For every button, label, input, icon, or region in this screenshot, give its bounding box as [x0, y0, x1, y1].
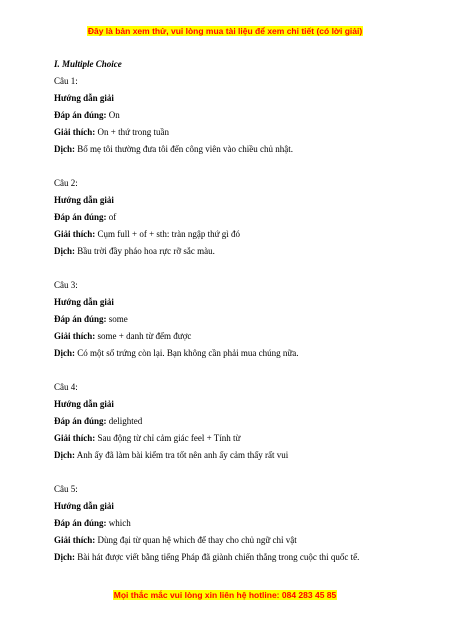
guide-heading: Hướng dẫn giải	[54, 297, 114, 307]
translation-value: Bố mẹ tôi thường đưa tôi đến công viên vào chiều chủ nhật.	[77, 144, 293, 154]
answer-value: On	[108, 110, 120, 120]
answer-label: Đáp án đúng:	[54, 416, 107, 426]
translation-value: Anh ấy đã làm bài kiểm tra tốt nên anh ấy cảm thấy rất vui	[76, 450, 289, 460]
answer-label: Đáp án đúng:	[54, 314, 107, 324]
translation-line	[54, 549, 414, 566]
answer-value: of	[108, 212, 117, 222]
translation-label: Dịch:	[54, 348, 75, 358]
explanation-label: Giải thích:	[54, 127, 96, 137]
guide-heading: Hướng dẫn giải	[54, 501, 114, 511]
explanation-value: Cụm full + of + sth: tràn ngập thứ gì đó	[97, 229, 241, 239]
answer-line	[54, 209, 414, 226]
explanation-label: Giải thích:	[54, 229, 96, 239]
explanation-line	[54, 430, 414, 447]
answer-line	[54, 413, 414, 430]
question-block	[54, 175, 414, 260]
explanation-value: On + thứ trong tuần	[97, 127, 169, 137]
translation-label: Dịch:	[54, 450, 75, 460]
document-body	[54, 56, 414, 566]
translation-value: Bài hát được viết bằng tiếng Pháp đã giành chiến thắng trong cuộc thi quốc tế.	[77, 552, 360, 562]
translation-value: Bầu trời đầy pháo hoa rực rỡ sắc màu.	[77, 246, 215, 256]
question-title: Câu 4:	[54, 382, 78, 392]
question-block	[54, 73, 414, 158]
guide-heading: Hướng dẫn giải	[54, 195, 114, 205]
translation-label: Dịch:	[54, 144, 75, 154]
answer-line	[54, 107, 414, 124]
explanation-line	[54, 124, 414, 141]
translation-value: Có một số trứng còn lại. Bạn không cần phải mua chúng nữa.	[77, 348, 299, 358]
question-block	[54, 379, 414, 464]
question-title: Câu 2:	[54, 178, 78, 188]
guide-heading: Hướng dẫn giải	[54, 399, 114, 409]
question-block	[54, 277, 414, 362]
translation-label: Dịch:	[54, 246, 75, 256]
explanation-line	[54, 532, 414, 549]
answer-line	[54, 515, 414, 532]
question-title: Câu 5:	[54, 484, 78, 494]
hotline-notice	[0, 590, 450, 600]
translation-line	[54, 345, 414, 362]
answer-value: delighted	[108, 416, 143, 426]
answer-line	[54, 311, 414, 328]
question-title: Câu 1:	[54, 76, 78, 86]
question-list	[54, 73, 414, 566]
explanation-label: Giải thích:	[54, 535, 96, 545]
explanation-value: Dùng đại từ quan hệ which để thay cho chủ ngữ chỉ vật	[97, 535, 297, 545]
question-block	[54, 481, 414, 566]
question-title: Câu 3:	[54, 280, 78, 290]
answer-label: Đáp án đúng:	[54, 518, 107, 528]
answer-label: Đáp án đúng:	[54, 212, 107, 222]
translation-line	[54, 243, 414, 260]
preview-notice-text: Đây là bản xem thử, vui lòng mua tài liệu để xem chi tiết (có lời giải)	[87, 26, 363, 36]
translation-line	[54, 141, 414, 158]
answer-value: which	[108, 518, 131, 528]
explanation-label: Giải thích:	[54, 433, 96, 443]
explanation-label: Giải thích:	[54, 331, 96, 341]
hotline-notice-text: Mọi thắc mắc vui lòng xin liên hệ hotline: 084 283 45 85	[113, 590, 337, 600]
explanation-line	[54, 226, 414, 243]
preview-notice	[0, 26, 450, 36]
answer-value: some	[108, 314, 128, 324]
translation-label: Dịch:	[54, 552, 75, 562]
translation-line	[54, 447, 414, 464]
explanation-line	[54, 328, 414, 345]
answer-label: Đáp án đúng:	[54, 110, 107, 120]
explanation-value: Sau động từ chỉ cảm giác feel + Tính từ	[97, 433, 241, 443]
guide-heading: Hướng dẫn giải	[54, 93, 114, 103]
explanation-value: some + danh từ đếm được	[97, 331, 192, 341]
section-title: I. Multiple Choice	[54, 59, 122, 69]
